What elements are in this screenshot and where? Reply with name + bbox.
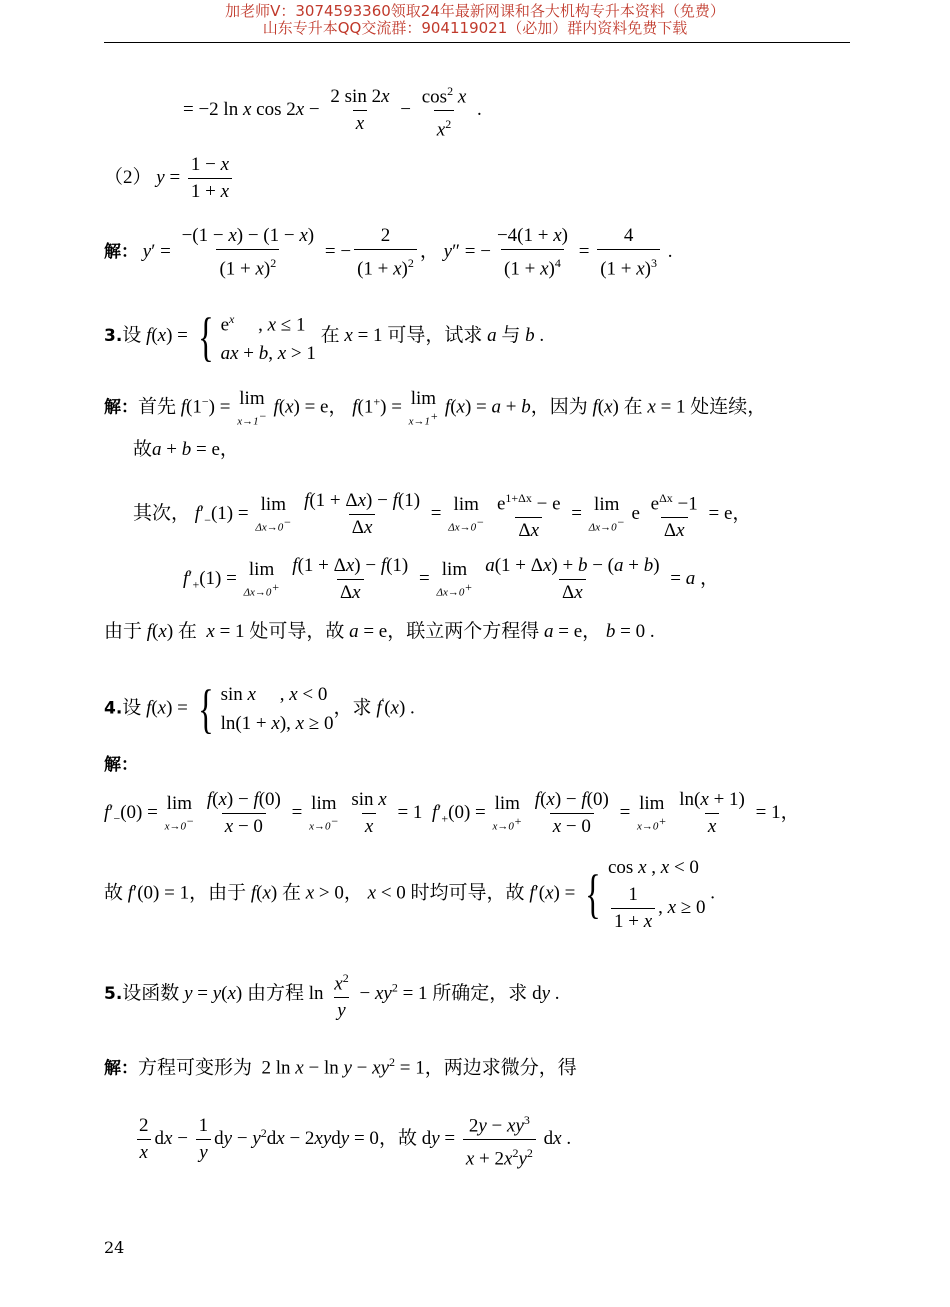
- solution-5-line-1: 解：方程可变形为 2 $\ln x - \ln y - xy^2 = 1$，两边求微分，得: [104, 1055, 577, 1079]
- solution-5-line-2: $\frac{2}{x}$ dx − $\frac{1}{y}$ dy − $y^2dx$ − 2xydy = 0，故 dy = $\frac{2y - xy^3}{x + 2x^2y^2}$ dx .: [133, 1107, 571, 1173]
- solution-4-label: 解：: [104, 755, 138, 775]
- solution-4-derivatives: $f'_-(0)$ = lim x→0− $\frac{f(x) - f(0)}{x - 0}$ = lim x→0− $\frac{\text{sin x}}{x}$ = 1 $f'_+(0)$ = lim x→0+ $\frac{f(x) - f(0)}{x - 0}$ = lim x→0+ $\frac{\ln(x + 1)}{x}$ = 1，: [104, 787, 800, 840]
- header-rule: [104, 42, 850, 43]
- header-line-1: 加老师V：3074593360领取24年最新网课和各大机构专升本资料（免费）: [225, 2, 725, 20]
- problem-2-2: （2） y = $\frac{1 - x}{1 + x}$: [104, 152, 235, 205]
- header-line-2: 山东专升本QQ交流群：904119021（必加）群内资料免费下载: [262, 19, 688, 37]
- page-number: 24: [104, 1238, 125, 1257]
- solution-3-line-1: 解：首先 f(1−) = lim x→1− f(x) = e， f(1+) = lim x→1+ f(x) = a + b，因为 f(x) 在 x = 1 处连续，: [104, 388, 767, 428]
- solution-3-line-2: 故a + b = e，: [133, 439, 239, 460]
- problem-5: 5.设函数 y = y(x) 由方程 ln $\frac{x^2}{y}$ − $xy^2 = 1$ 所确定，求 dy .: [104, 965, 560, 1024]
- solution-4-conclusion: 故 f′(0) = 1，由于 f(x) 在 x > 0， x < 0 时均可导，故 f′(x) = { cos x , x < 0 $\frac{1}{1 + x}$ , x ≥ 0 .: [104, 853, 715, 935]
- eq-continuation: = −2 ln x cos 2x − $\frac{2 \sin 2x}{x}$ − $\frac{\cos^2 x}{x^2}$ .: [183, 78, 482, 144]
- solution-3-right-derivative: $f'_+(1)$ = lim Δx→0+ $\frac{f(1 + \Delta x) - f(1)}{\Delta x}$ = lim Δx→0+ $\frac{a(1 + \Delta x) + b - (a + b)}{\Delta x}$ = a ，: [183, 553, 719, 606]
- problem-3: 3.设 f(x) = { $e^x$ , x ≤ 1 ax + b, x > 1 在 x = 1 可导，试求 a 与 b .: [104, 306, 545, 367]
- solution-2-2: 解： y′ = $\frac{-(1 - x) - (1 - x)}{(1 + x)^2}$ = − $\frac{2}{(1 + x)^2}$ ， y″ = − $\frac{-4(1 + x)}{(1 + x)^4}$ = $\frac{4}{(1 + x)^3}$ .: [104, 223, 673, 282]
- solution-3-left-derivative: 其次， $f'_-(1)$ = lim Δx→0− $\frac{f(1 + \Delta x) - f(1)}{\Delta x}$ = lim Δx→0− $\frac{e^{1+\Delta x} - e}{\Delta x}$ = lim Δx→0− e $e^{\Delta x} -1$ Δx = e，: [133, 485, 751, 544]
- solution-3-conclusion: 由于 f(x) 在 x = 1 处可导，故 a = e，联立两个方程得 a = e， b = 0 .: [104, 621, 655, 642]
- problem-4: 4.设 f(x) = { sin x , x < 0 ln(1 + x), x ≥ 0 ，求 f′(x) .: [104, 679, 415, 739]
